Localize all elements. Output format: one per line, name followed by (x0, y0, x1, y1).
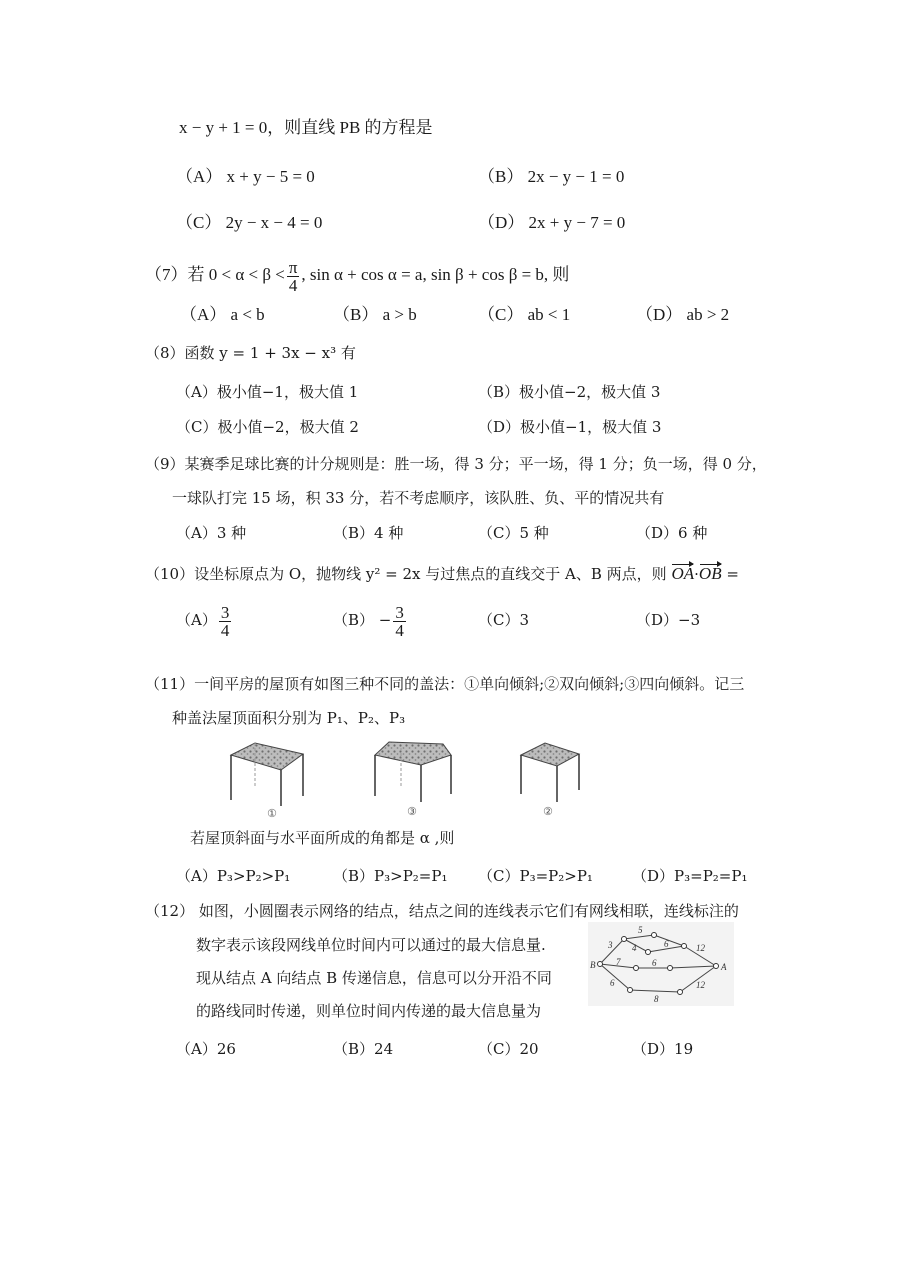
q10-option-a-fraction (219, 604, 232, 639)
q12-stem-line1: （12） 如图，小圆圈表示网络的结点，结点之间的连线表示它们有网线相联，连线标注的 (145, 902, 739, 920)
q7-option-a: （A） a < b (180, 305, 265, 324)
q10-dot: · (694, 565, 699, 583)
roof-double-slope (375, 742, 451, 802)
q7-option-b: （B） a > b (333, 305, 417, 324)
q10-option-d: （D）−3 (636, 611, 701, 629)
q10-option-b-label: （B） − (333, 611, 392, 629)
q8-option-b: （B）极小值−2，极大值 3 (478, 383, 661, 401)
q10-option-a-label: （A） (176, 611, 217, 629)
q12-option-d: （D）19 (632, 1040, 694, 1058)
q10-b-num: 3 (395, 602, 404, 622)
q6-option-d: （D） 2x + y − 7 = 0 (478, 213, 626, 232)
q11-option-b: （B）P₃>P₂=P₁ (333, 867, 448, 885)
q12-option-b: （B）24 (333, 1040, 394, 1058)
q10-option-b-fraction (393, 604, 406, 639)
q9-stem-line1: （9）某赛季足球比赛的计分规则是：胜一场，得 3 分；平一场，得 1 分；负一场，得 0 分， (145, 455, 767, 473)
q11-option-a: （A）P₃>P₂>P₁ (176, 867, 291, 885)
q10-option-b (333, 603, 408, 639)
q7-frac-num: π (288, 257, 298, 277)
net-weight-10: 12 (696, 980, 705, 990)
q10-vector-oa: OA (671, 564, 695, 583)
q12-stem-line4: 的路线同时传递，则单位时间内传递的最大信息量为 (196, 1002, 542, 1020)
net-weight-6: 7 (616, 957, 621, 967)
q9-option-d: （D）6 种 (636, 524, 708, 542)
q10-equals: = (726, 565, 739, 583)
net-weight-4: 6 (664, 939, 669, 949)
q7-stem-post: , sin α + cos α = a, sin β + cos β = b, 则 (301, 265, 570, 284)
net-weight-2: 5 (638, 925, 643, 935)
net-weight-8: 6 (610, 978, 615, 988)
q9-option-b: （B）4 种 (333, 524, 404, 542)
q12-option-c: （C）20 (478, 1040, 539, 1058)
q11-option-c: （C）P₃=P₂>P₁ (478, 867, 593, 885)
q7-option-d: （D） ab > 2 (636, 305, 730, 324)
q6-option-a: （A） x + y − 5 = 0 (176, 167, 315, 186)
q7-option-c: （C） ab < 1 (478, 305, 571, 324)
roof-label-2: ② (543, 805, 553, 818)
net-weight-7: 6 (652, 958, 657, 968)
q10-b-den: 4 (395, 620, 404, 640)
q10-a-den: 4 (220, 620, 230, 640)
net-weight-3: 4 (632, 943, 637, 953)
q7-stem (145, 258, 569, 294)
q6-option-b: （B） 2x − y − 1 = 0 (478, 167, 625, 186)
q8-option-a: （A）极小值−1，极大值 1 (176, 383, 359, 401)
q6-stem-continuation: x − y + 1 = 0，则直线 PB 的方程是 (179, 118, 433, 137)
q9-option-a: （A）3 种 (176, 524, 247, 542)
net-weight-5: 12 (696, 943, 705, 953)
net-weight-9: 8 (654, 994, 659, 1004)
network-figure (588, 922, 734, 1006)
roof-single-slope (231, 743, 303, 806)
q12-stem-line3: 现从结点 A 向结点 B 传递信息，信息可以分开沿不同 (196, 969, 552, 987)
q8-stem: （8）函数 y = 1 + 3x − x³ 有 (145, 344, 356, 362)
net-node-b: B (590, 960, 596, 970)
net-node-a: A (721, 962, 727, 972)
q12-stem-line2: 数字表示该段网线单位时间内可以通过的最大信息量. (196, 936, 546, 954)
q10-vector-ob: OB (698, 564, 722, 583)
roof-four-slope (521, 743, 579, 802)
q10-stem-pre: （10）设坐标原点为 O，抛物线 y² = 2x 与过焦点的直线交于 A、B 两点，则 (145, 565, 667, 583)
net-weight-1: 3 (608, 940, 613, 950)
q11-stem-line1: （11）一间平房的屋顶有如图三种不同的盖法：①单向倾斜;②双向倾斜;③四向倾斜。记三 (145, 675, 745, 693)
roof-figures (225, 738, 585, 820)
q11-stem-line2: 种盖法屋顶面积分别为 P₁、P₂、P₃ (172, 709, 406, 727)
q12-option-a: （A）26 (176, 1040, 236, 1058)
q8-option-c: （C）极小值−2，极大值 2 (176, 418, 359, 436)
q8-option-d: （D）极小值−1，极大值 3 (478, 418, 662, 436)
q10-option-a (176, 603, 233, 639)
q11-stem-line3: 若屋顶斜面与水平面所成的角都是 α ,则 (190, 829, 455, 847)
q10-a-num: 3 (220, 602, 230, 622)
roof-label-3: ③ (407, 805, 417, 818)
q10-stem (145, 564, 739, 584)
q6-option-c: （C） 2y − x − 4 = 0 (176, 213, 323, 232)
q9-option-c: （C）5 种 (478, 524, 549, 542)
q7-fraction (287, 259, 300, 294)
q10-option-c: （C）3 (478, 611, 530, 629)
q7-stem-pre: （7）若 0 < α < β < (145, 265, 285, 284)
q7-frac-den: 4 (288, 275, 298, 295)
q9-stem-line2: 一球队打完 15 场，积 33 分，若不考虑顺序，该队胜、负、平的情况共有 (172, 489, 665, 507)
q11-option-d: （D）P₃=P₂=P₁ (632, 867, 748, 885)
roof-label-1: ① (267, 807, 277, 820)
